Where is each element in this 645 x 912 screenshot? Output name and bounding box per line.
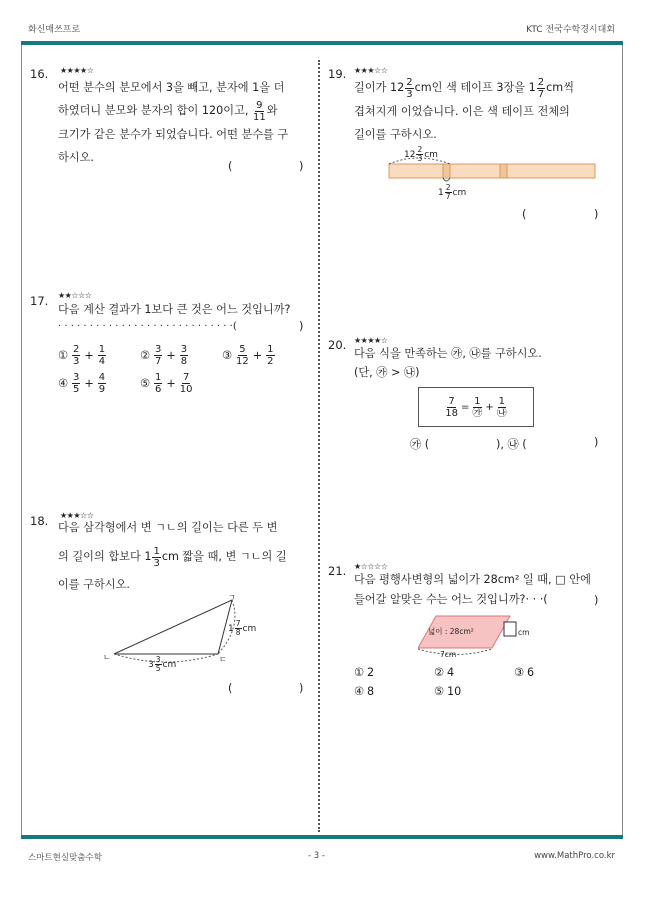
footer-left: 스마트현실맞춤수학 [28,853,102,863]
q17-choice-5[interactable]: ⑤ $\frac{1}{6}$ + $\frac{7}{10}$ [140,372,193,395]
q19-overlap-1 [443,164,450,178]
q17-choice-1[interactable]: ① $\frac{2}{3}$ + $\frac{1}{4}$ [58,344,106,367]
q18-line3: 이를 구하시오. [58,577,130,591]
q21-choice-2[interactable]: ② 4 [434,666,455,679]
q16-answer-close: ) [299,160,304,173]
q19-number: 19. [328,67,347,81]
q20-line1: 다음 식을 만족하는 ㉮, ㉯를 구하시오. [354,347,542,360]
q18-triangle [114,600,232,654]
q21-area-label: 넓이 : 28cm² [428,627,474,636]
q20-stars: ★★★★☆ [354,336,388,345]
q17-line1: 다음 계산 결과가 1보다 큰 것은 어느 것입니까? [58,303,291,316]
header-left: 화신매쓰프로 [28,25,81,35]
q18-stars: ★★★☆☆ [60,511,94,520]
q18-text [58,516,314,596]
q21-line1: 다음 평행사변형의 넓이가 28cm² 일 때, □ 안에 [354,573,591,586]
footer-right: www.MathPro.co.kr [534,851,615,861]
header-right: KTC 전국수학경시대회 [526,25,615,35]
q18-answer-open: ( [228,682,233,695]
q18-label-g: ㄱ [228,593,236,602]
q21-line2: 들어갈 알맞은 수는 어느 것입니까?· · ·( [354,593,548,606]
q21-blank-box [504,622,516,636]
q21-choice-4[interactable]: ④ 8 [354,685,375,698]
q21-choice-5[interactable]: ⑤ 10 [434,685,462,698]
q17-stars: ★★☆☆☆ [58,291,92,300]
column-divider [318,60,320,832]
q20-answer-na: ), ㉯ ( [496,438,527,451]
q21-stars: ★☆☆☆☆ [354,562,388,571]
q19-line1: 길이가 12 $\frac{2}{3}$ cm인 색 테이프 3장을 1 $\frac{2}{7}$ cm씩 [354,76,574,100]
q21-choice-1[interactable]: ① 2 [354,666,375,679]
q21-number: 21. [328,564,347,578]
q19-line2: 겹쳐지게 이었습니다. 이은 색 테이프 전체의 [354,104,570,118]
q19-line3: 길이를 구하시오. [354,127,437,141]
page-number: - 3 - [308,851,325,861]
q18-line1: 다음 삼각형에서 변 ㄱㄴ의 길이는 다른 두 변 [58,521,278,534]
q16-line4: 하시오. [58,150,94,164]
q18-number: 18. [30,514,49,528]
q18-label-n: ㄴ [103,653,111,662]
q16-line3: 크기가 같은 분수가 되었습니다. 어떤 분수를 구 [58,127,289,141]
q17-choice-4[interactable]: ④ $\frac{3}{5}$ + $\frac{4}{9}$ [58,372,106,395]
q17-answer-close: ) [299,320,304,333]
q19-tape-label-bottom: 1 2 7 cm [438,183,467,201]
q16-line2: 하였더니 분모와 분자의 합이 120이고, $\frac{9}{11}$ 와 [58,99,278,123]
q21-height-unit: cm [518,628,530,637]
q20-line2: (단, ㉮ > ㉯) [354,366,420,379]
q16-stars: ★★★★☆ [60,66,94,75]
q18-side-label-2: 3 3 5 cm [148,655,177,673]
q20-number: 20. [328,338,347,352]
q16-number: 16. [30,67,49,81]
q19-text [354,76,612,146]
q18-line2: 의 길이의 합보다 1 $\frac{1}{3}$ cm 짧을 때, 변 ㄱㄴ의 길 [58,545,287,569]
q21-parallelogram-figure [418,612,538,662]
q20-equation-box: $\frac{7}{18}$ = $\frac{1}{㉮}$ + $\frac{1}{㉯}$ [418,387,534,427]
q19-tape-label-top: 12 2 3 cm [404,145,438,163]
q16-answer-open: ( [228,160,233,173]
q18-side-label-1: 1 7 8 cm [228,619,257,637]
q16-line1: 어떤 분수의 분모에서 3을 빼고, 분자에 1을 더 [58,81,285,94]
q19-answer-open: ( [522,208,527,221]
q21-base-label: 7cm [440,650,457,659]
q17-dots: · · · · · · · · · · · · · · · · · · · · · · · · · · · ·( [58,321,237,332]
q17-choice-2[interactable]: ② $\frac{3}{7}$ + $\frac{3}{8}$ [140,344,188,367]
q19-answer-close: ) [594,208,599,221]
q21-choice-3[interactable]: ③ 6 [514,666,535,679]
q20-answer-ga: ㉮ ( [410,438,430,451]
q19-stars: ★★★☆☆ [354,66,388,75]
bottom-bar [21,835,623,839]
q16-text [58,76,314,169]
q19-tape [389,164,595,178]
q18-answer-close: ) [299,682,304,695]
q19-overlap-2 [500,164,507,178]
q21-answer-close: ) [594,594,599,607]
q17-number: 17. [30,294,49,308]
q17-choice-3[interactable]: ③ $\frac{5}{12}$ + $\frac{1}{2}$ [222,344,274,367]
q18-label-d: ㄷ [219,655,227,664]
q20-answer-close: ) [594,436,599,449]
